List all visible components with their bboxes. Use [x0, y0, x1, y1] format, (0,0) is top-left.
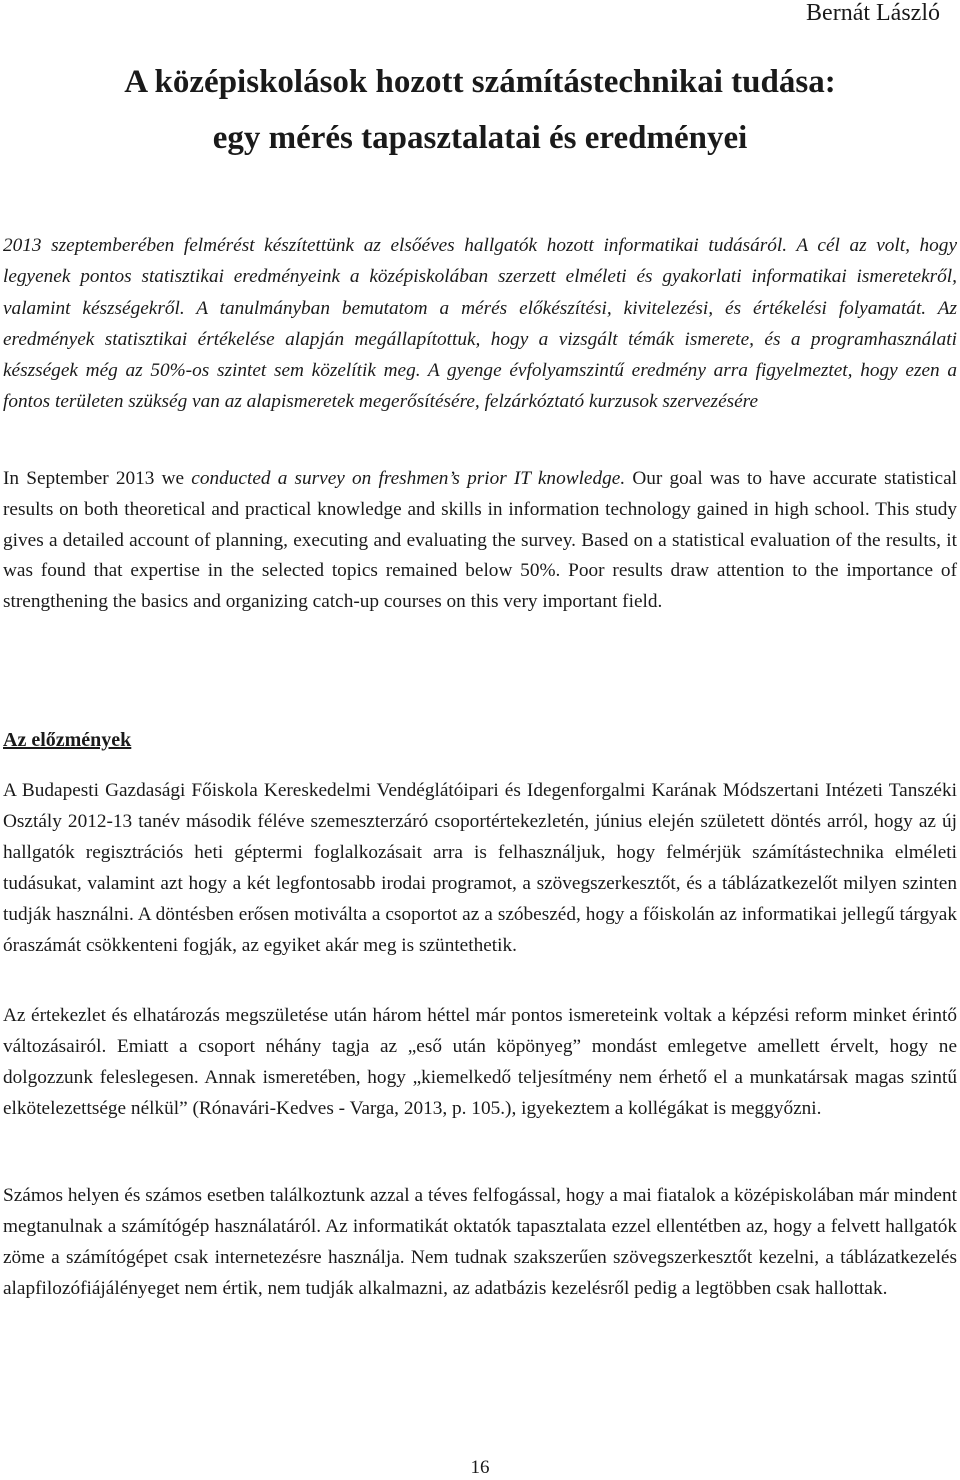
title-line-2: egy mérés tapasztalatai és eredményei: [212, 120, 748, 156]
abstract-en-part-2-italic: conducted a survey on freshmen’s prior IT knowledge.: [191, 468, 626, 489]
title-line-1: A középiskolások hozott számítástechnikai tudása:: [124, 64, 836, 100]
body-paragraph-3: Számos helyen és számos esetben találkoztunk azzal a téves felfogással, hogy a mai fiatalok a középiskolában már mindent megtanulnak a számítógép használatáról. Az informatikát oktatók tapasztalata ezzel ellentétben az, hogy a felvett hallgatók zöme a számítógépet csak internetezésre használja. Nem tudnak szakszerűen szövegszerkesztőt kezelni, a táblázatkezelés alapfilozófiájálényeget nem értik, nem tudják alkalmazni, az adatbázis kezelésről pedig a legtöbben csak hallottak.: [3, 1185, 957, 1299]
abstract-en-part-3: Our goal was to have accurate statistical results on both theoretical and practical knowledge and skills in information technology gained in high school. This study gives a detailed account of planning, executing and evaluating the survey. Based on a statistical evaluation of the results, it was found that expertise in the selected topics remained below 50%. Poor results draw attention to the importance of strengthening the basics and organizing catch-up courses on this very important field.: [3, 468, 957, 613]
body-paragraph-2: Az értekezlet és elhatározás megszületése után három héttel már pontos ismereteink voltak a képzési reform minket érintő változásairól. Emiatt a csoport néhány tagja az „eső után köpönyeg” mondást emlegetve amellett érvelt, hogy ne dolgozzunk feleslegesen. Annak ismeretében, hogy „kiemelkedő teljesítmény nem érhető el a munkatársak magas szintű elkötelezettsége nélkül” (Rónavári-Kedves - Varga, 2013, p. 105.), igyekeztem a kollégákat is meggyőzni.: [3, 1005, 957, 1119]
abstract-english: [3, 464, 957, 618]
page-number: 16: [470, 1457, 490, 1478]
article-title: [0, 54, 960, 166]
abstract-hungarian: 2013 szeptemberében felmérést készítettünk az elsőéves hallgatók hozott informatikai tudásáról. A cél az volt, hogy legyenek pontos statisztikai eredményeink a középiskolában szerzett elméleti és gyakorlati informatikai ismeretekről, valamint készségekről. A tanulmányban bemutatom a mérés előkészítési, kivitelezési, és értékelési folyamatát. Az eredmények statisztikai értékelése alapján megállapítottuk, hogy a vizsgált témák ismerete, és a programhasználati készségek még az 50%-os szintet sem közelítik meg. A gyenge évfolyamszintű eredmény arra figyelmeztet, hogy ezen a fontos területen szükség van az alapismeretek megerősítésére, felzárkóztató kurzusok szervezésére: [3, 235, 957, 413]
author-name: Bernát László: [806, 0, 940, 26]
section-heading: Az előzmények: [3, 729, 132, 751]
body-paragraph-1: A Budapesti Gazdasági Főiskola Kereskedelmi Vendéglátóipari és Idegenforgalmi Karának Módszertani Intézeti Tanszéki Osztály 2012-13 tanév második féléve szemeszterzáró csoportértekezletén, június elején született döntés arról, hogy az új hallgatók regisztrációs heti géptermi foglalkozásait arra is felhasználjuk, hogy felmérjük számítástechnika elméleti tudásukat, valamint azt hogy a két legfontosabb irodai programot, a szövegszerkesztőt, és a táblázatkezelőt milyen szinten tudják használni. A döntésben erősen motiválta a csoportot az a szóbeszéd, hogy a főiskolán az informatikai jellegű tárgyak óraszámát csökkenteni fogják, az egyiket akár meg is szüntethetik.: [3, 780, 957, 956]
abstract-en-part-1: In September 2013 we: [3, 468, 192, 489]
